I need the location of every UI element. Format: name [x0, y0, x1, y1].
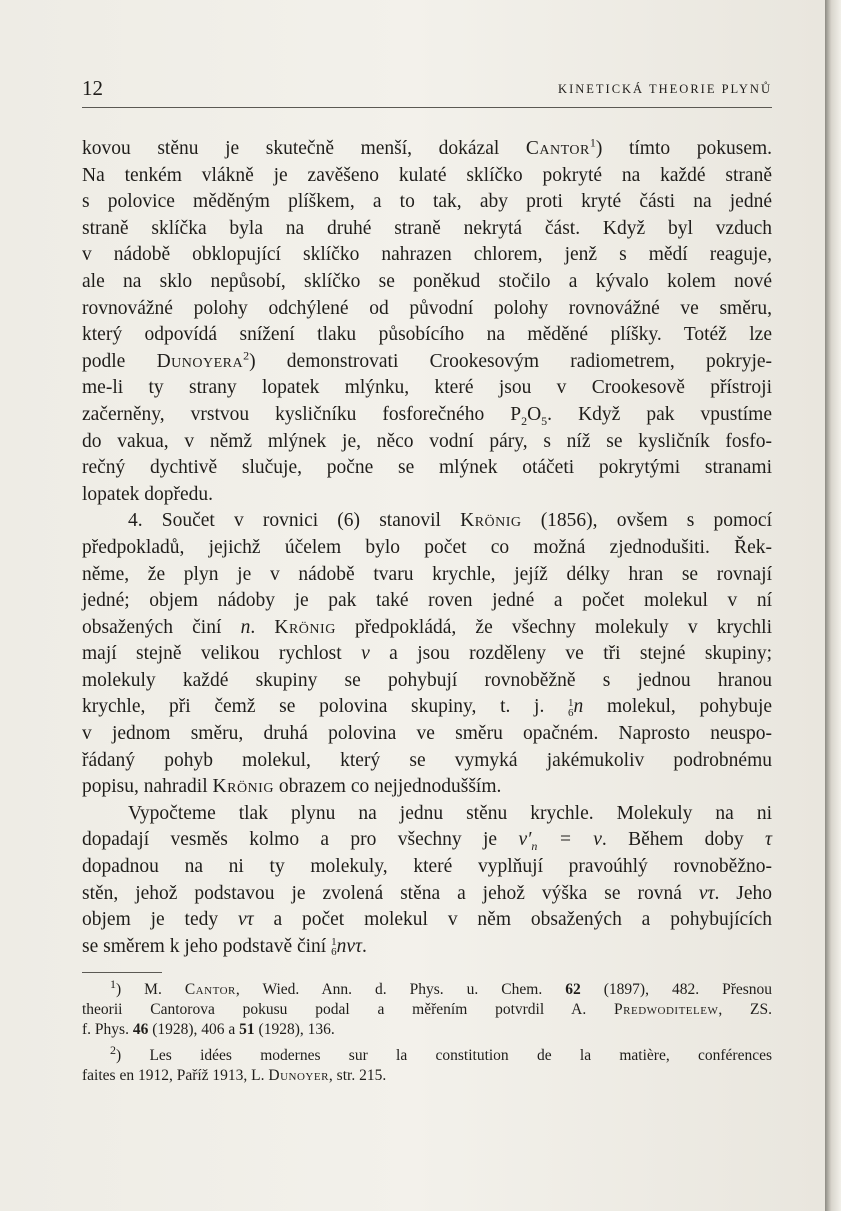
text-line: Vypočteme tlak plynu na jednu stěnu krychle. Molekuly na ni	[128, 802, 772, 824]
body-text	[82, 136, 772, 960]
paragraph-cantor-experiment	[82, 136, 772, 508]
fraction: 1 6	[331, 936, 337, 959]
author-name: Krönig	[212, 776, 274, 798]
math-variable: n	[240, 616, 251, 638]
math-variable: vτ	[237, 909, 254, 931]
text-line: rovnovážné polohy odchýlené od původní polohy rovnovážné ve směru,	[82, 297, 772, 319]
author-name: Dunoyera	[156, 350, 244, 372]
footnote-1: $^1$) M. Cantor, Wied. Ann. d. Phys. u. Chem. 62 (1897), 482. Přesnou theorii Cantorova pokusu podal a měřením potvrdil A. Predwoditelew, ZS.	[82, 976, 773, 1018]
text-line: molekuly každé skupiny se pohybují rovnoběžně s jednou hranou	[82, 669, 772, 691]
text-line: objem je tedy vτ a počet molekul v něm obsažených a pohybujících	[82, 909, 773, 931]
footnote-2: $^2$) Les idées modernes sur la constitution de la matière, conférences	[110, 1042, 772, 1064]
math-variable: τ	[765, 829, 773, 851]
footnote-1-cont: f. Phys. 46 (1928), 406 a 51 (1928), 136.	[82, 1021, 335, 1038]
text-line: jedné; objem nádoby je pak také roven jedné a počet molekul v ní	[82, 590, 772, 612]
text-line: Na tenkém vlákně je zavěšeno kulaté sklíčko pokryté na každé straně	[82, 164, 772, 186]
text-line: v jednom směru, druhá polovina ve směru opačném. Naprosto neuspo-	[82, 723, 772, 745]
text-line: který odpovídá snížení tlaku působícího na měděné plíšky. Totéž lze	[82, 324, 772, 346]
math-variable: v	[361, 643, 370, 665]
header-rule	[82, 107, 772, 108]
text-line: lopatek dopředu.	[82, 483, 214, 505]
text-line: začerněny, vrstvou kysličníku fosforečného $P_2O_5$. Když pak vpustíme	[82, 403, 772, 428]
footnote-2-cont: faites en 1912, Paříž 1913, L. Dunoyer, str. 215.	[82, 1067, 387, 1084]
text-line: stěn, jehož podstavou je zvolená stěna a jehož výška se rovná vτ. Jeho	[82, 882, 773, 904]
text-line: ale na sklo nepůsobí, sklíčko se poněkud stočilo a kývalo kolem nové	[82, 270, 772, 292]
author-name: Krönig	[274, 616, 336, 638]
paragraph-kronig-model	[82, 508, 772, 801]
text-line: se směrem k jeho podstavě činí 1 6nvτ.	[82, 935, 367, 959]
text-line: kovou stěnu je skutečně menší, dokázal Cantor$^1$) tímto pokusem.	[82, 135, 773, 159]
page-header	[82, 76, 772, 102]
math-variable: nvτ	[336, 935, 362, 957]
text-line: předpokladů, jejichž účelem bylo počet co možná zjednodušiti. Řek-	[82, 536, 772, 558]
author-name: Cantor	[525, 138, 590, 159]
footnote-rule	[82, 972, 162, 973]
text-line: 4. Součet v rovnici (6) stanovil Krönig (1856), ovšem s pomocí	[128, 510, 773, 532]
page-number: 12	[82, 76, 103, 100]
text-line: s polovice měděným plíškem, a to tak, aby proti kryté části na jedné	[82, 191, 772, 213]
footnote-ref: 1	[589, 135, 596, 150]
text-line: podle Dunoyera$^2$) demonstrovati Crookesovým radiometrem, pokryje-	[82, 348, 773, 372]
page-edge-shadow	[825, 0, 841, 1211]
text-line: me-li ty strany lopatek mlýnku, které jsou v Crookesově přístroji	[82, 377, 772, 399]
paragraph-pressure-calculation	[82, 801, 772, 961]
text-line: v nádobě obklopující sklíčko nahrazen chlorem, jenž s mědí reaguje,	[82, 244, 772, 266]
text-line: dopadají vesměs kolmo a pro všechny je $v'_n = v$. Během doby τ	[82, 829, 773, 854]
text-line: popisu, nahradil Krönig obrazem co nejjednodušším.	[82, 776, 502, 798]
math-expression: $v'_n = v$	[518, 829, 602, 854]
math-variable: vτ	[698, 882, 715, 904]
text-line: řádaný pohyb molekul, který se vymyká jakémukoliv podrobnému	[82, 749, 772, 771]
text-line: mají stejně velikou rychlost v a jsou rozděleny ve tři stejné skupiny;	[82, 643, 772, 665]
text-line: něme, že plyn je v nádobě tvaru krychle, jejíž délky hran se rovnají	[82, 563, 772, 585]
text-line: dopadnou na ni ty molekuly, které vyplňují pravoúhlý rovnoběžno-	[82, 856, 772, 878]
footnotes	[82, 976, 773, 1092]
fraction: 1 6	[568, 697, 574, 719]
footnote-ref: 2	[243, 348, 250, 363]
text-line: do vakua, v němž mlýnek je, něco vodní páry, s níž se kysličník fosfo-	[82, 430, 772, 452]
text-line: obsažených činí n. Krönig předpokládá, že všechny molekuly v krychli	[82, 616, 773, 638]
running-head: KINETICKÁ THEORIE PLYNŮ	[558, 82, 772, 96]
text-line: rečný dychtivě slučuje, počne se mlýnek otáčeti pokrytými stranami	[82, 457, 772, 479]
math-variable: n	[573, 696, 584, 718]
text-line: straně sklíčka byla na druhé straně nekrytá část. Když byl vzduch	[82, 217, 772, 239]
author-name: Krönig	[460, 510, 522, 532]
text-line: krychle, při čemž se polovina skupiny, t. j. 1 6n molekul, pohybuje	[82, 696, 773, 719]
